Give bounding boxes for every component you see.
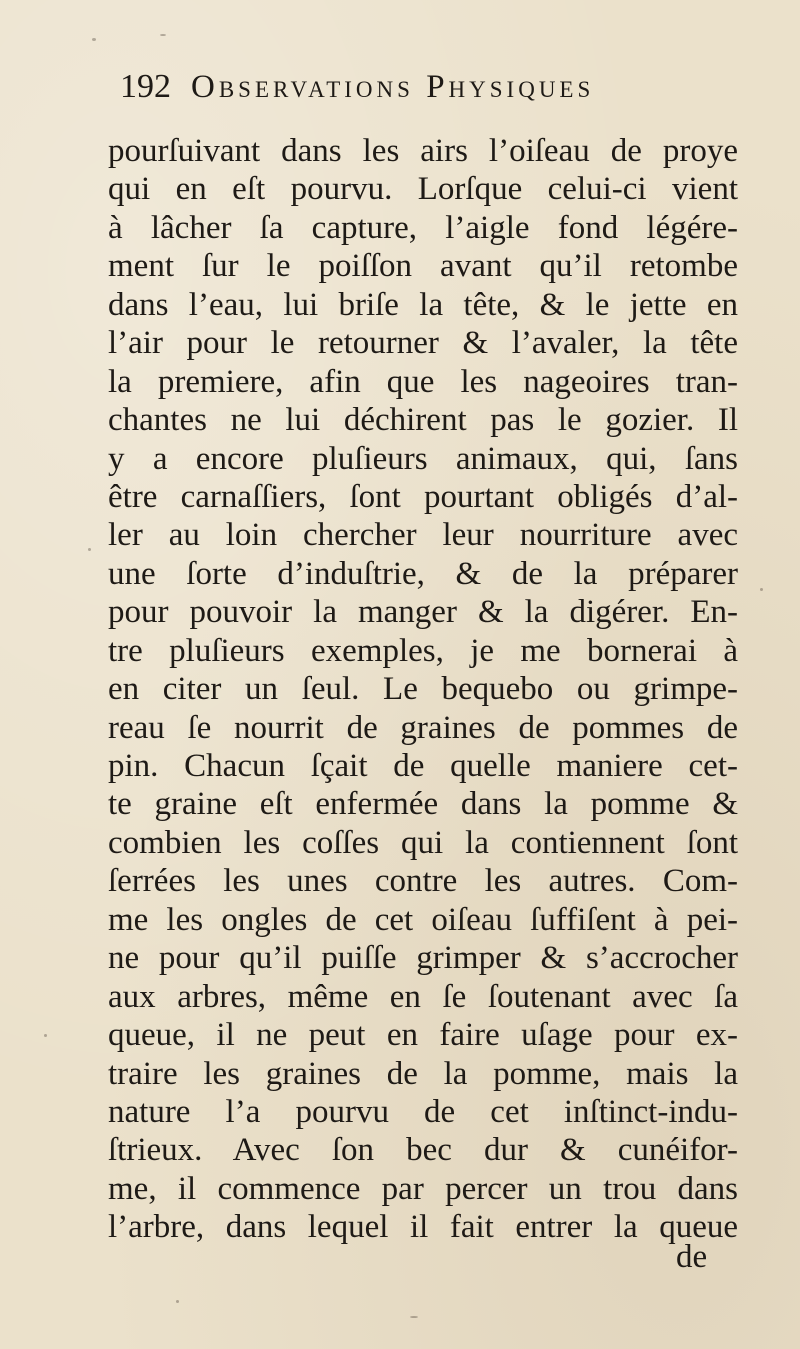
text-line: pourſuivant dans les airs l’oiſeau de proye <box>108 133 738 169</box>
text-line: à lâcher ſa capture, l’aigle fond légére- <box>108 209 738 246</box>
catchword: de <box>676 1239 708 1275</box>
text-line: qui en eſt pourvu. Lorſque celui-ci vient <box>108 171 738 208</box>
text-line: y a encore pluſieurs animaux, qui, ſans <box>108 440 738 477</box>
text-line: chantes ne lui déchirent pas le gozier. Il <box>108 402 738 439</box>
text-line: la premiere, afin que les nageoires tran- <box>108 363 738 400</box>
text-line: dans l’eau, lui briſe la tête, & le jette en <box>108 286 738 323</box>
text-line: une ſorte d’induſtrie, & de la préparer <box>108 555 738 592</box>
text-line: ne pour qu’il puiſſe grimper & s’accrocher <box>108 940 738 977</box>
paper-speck <box>44 1034 47 1037</box>
paper-speck <box>176 1300 179 1303</box>
text-line: tre pluſieurs exemples, je me bornerai à <box>108 632 738 669</box>
text-line: traire les graines de la pomme, mais la <box>108 1055 738 1092</box>
text-line: te graine eſt enfermée dans la pomme & <box>108 786 738 823</box>
text-line: l’air pour le retourner & l’avaler, la tête <box>108 325 738 362</box>
running-title: Observations Physiques <box>191 69 595 105</box>
text-line: pin. Chacun ſçait de quelle maniere cet- <box>108 748 738 784</box>
text-line: me les ongles de cet oiſeau ſuffiſent à pei- <box>108 901 738 938</box>
paper-speck <box>760 588 763 591</box>
text-line: nature l’a pourvu de cet inſtinct-indu- <box>108 1093 738 1130</box>
text-line: combien les coſſes qui la contiennent ſont <box>108 824 738 861</box>
body-text <box>108 132 738 1247</box>
text-line: être carnaſſiers, ſont pourtant obligés d’al- <box>108 478 738 515</box>
text-line: ſerrées les unes contre les autres. Com- <box>108 863 738 900</box>
page-number: 192 <box>120 68 171 105</box>
paper-speck <box>88 548 91 551</box>
paper-speck <box>410 1316 418 1318</box>
text-line: ſtrieux. Avec ſon bec dur & cunéifor- <box>108 1132 738 1169</box>
paper-speck <box>160 34 166 36</box>
text-line: ment ſur le poiſſon avant qu’il retombe <box>108 248 738 285</box>
text-line: en citer un ſeul. Le bequebo ou grimpe- <box>108 671 738 708</box>
text-line: me, il commence par percer un trou dans <box>108 1170 738 1207</box>
page-header <box>120 68 740 108</box>
text-line: reau ſe nourrit de graines de pommes de <box>108 709 738 746</box>
text-line: ler au loin chercher leur nourriture avec <box>108 517 738 554</box>
paper-speck <box>92 38 96 41</box>
text-line: queue, il ne peut en faire uſage pour ex- <box>108 1017 738 1054</box>
text-line: aux arbres, même en ſe ſoutenant avec ſa <box>108 978 738 1015</box>
text-line: pour pouvoir la manger & la digérer. En- <box>108 594 738 631</box>
text-line: l’arbre, dans lequel il fait entrer la queue <box>108 1209 738 1246</box>
